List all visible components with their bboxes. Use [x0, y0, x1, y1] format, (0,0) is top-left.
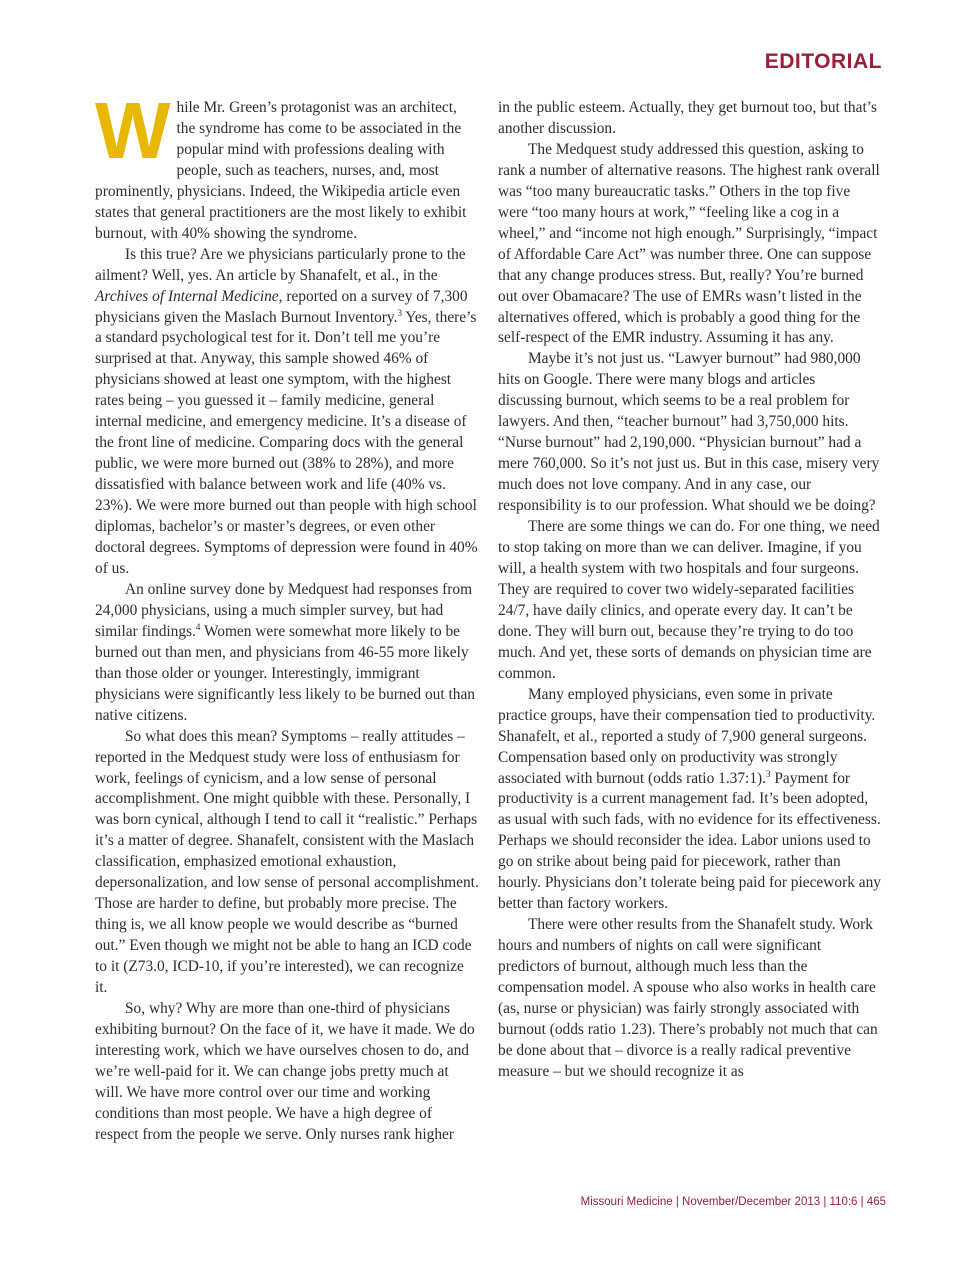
reference-marker: 3 [397, 307, 402, 318]
reference-marker: 3 [766, 768, 771, 779]
reference-marker: 4 [195, 621, 201, 632]
journal-title: Archives of Internal Medicine [95, 287, 279, 305]
paragraph: The Medquest study addressed this question, asking to rank a number of alternative reasons. The highest rank overall was “too many bureaucratic tasks.” Others in the top five were “too many hours at work,” “feeling like a cog in a wheel,” and “income not high enough.” Surprisingly, “impact of Affordable Care Act” was number three. One can suppose that any change produces stress. But, really? You’re burned out over Obamacare? The use of EMRs wasn’t listed in the alternatives offered, which is probably a good thing for the self-respect of the EMR industry. Assuming it has any. [498, 140, 880, 347]
section-header: EDITORIAL [764, 50, 882, 73]
paragraph-text: hile Mr. Green’s protagonist was an architect, the syndrome has come to be associated in the popular mind with professions dealing with people, such as teachers, nurses, and, most prominently, physicians. Indeed, the Wikipedia article even states that general practitioners are the most likely to exhibit burnout, with 40% showing the syndrome. [95, 99, 467, 242]
paragraph: An online survey done by Medquest had responses from 24,000 physicians, using a much simpler survey, but had similar findings.$^4$ Women were somewhat more likely to be burned out than men, and physicians from 46-55 more likely than those older or younger. Interestingly, immigrant physicians were significantly less likely to be burned out than native citizens. [95, 580, 475, 724]
paragraph: Is this true? Are we physicians particularly prone to the ailment? Well, yes. An article by Shanafelt, et al., in the Archives of Internal Medicine, reported on a survey of 7,300 physicians given the Maslach Burnout Inventory.$^3$ Yes, there’s a standard psychological test for it. Don’t tell me you’re surprised at that. Anyway, this sample showed 46% of physicians showed at least one symptom, with the highest rates being – you guessed it – family medicine, general internal medicine, and emergency medicine. It’s a disease of the front line of medicine. Comparing docs with the general public, we were more burned out (38% to 28%), and more dissatisfied with balance between work and life (40% vs. 23%). We were more burned out than people with high school diplomas, bachelor’s or master’s degrees, or even other doctoral degrees. Symptoms of depression were found in 40% of us. [95, 245, 478, 577]
paragraph: There are some things we can do. For one thing, we need to stop taking on more than we can deliver. Imagine, if you will, a health system with two hospitals and four surgeons. They are required to cover two widely-separated facilities 24/7, have daily clinics, and operate every day. It can’t be done. They will burn out, because they’re trying to do too much. And yet, these sorts of demands on physician time are common. [498, 518, 880, 682]
paragraph-intro [95, 86, 479, 245]
drop-cap: W [95, 86, 171, 175]
paragraph: So, why? Why are more than one-third of physicians exhibiting burnout? On the face of it, we have it made. We do interesting work, which we have ourselves chosen to do, and we’re well-paid for it. We can change jobs pretty much at will. We have more control over our time and working conditions than most people. We have a high degree of respect from the people we serve. Only nurses rank higher [95, 999, 475, 1143]
page-footer: Missouri Medicine | November/December 2013 | 110:6 | 465 [580, 1196, 886, 1208]
paragraph: Many employed physicians, even some in private practice groups, have their compensation tied to productivity. Shanafelt, et al., reported a study of 7,900 general surgeons. Compensation based only on productivity was strongly associated with burnout (odds ratio 1.37:1).$^3$ Payment for productivity is a current management fad. It’s been adopted, as usual with such fads, with no evidence for its effectiveness. Perhaps we should reconsider the idea. Labor unions used to go on strike about being paid for piecework, rather than hourly. Physicians don’t tolerate being paid for piecework any better than factory workers. [498, 685, 881, 913]
left-column [95, 86, 479, 1146]
paragraph-continued: in the public esteem. Actually, they get burnout too, but that’s another discussion. [498, 99, 877, 137]
paragraph: There were other results from the Shanafelt study. Work hours and numbers of nights on call were significant predictors of burnout, although much less than the compensation model. A spouse who also works in health care (as, nurse or physician) was fairly strongly associated with burnout (odds ratio 1.23). There’s probably not much that can be done about that – divorce is a really radical preventive measure – but we should recognize it as [498, 916, 878, 1080]
paragraph: So what does this mean? Symptoms – really attitudes – reported in the Medquest study were loss of enthusiasm for work, feelings of cynicism, and a low sense of personal accomplishment. One might quibble with these. Personally, I was born cynical, although I tend to call it “realistic.” Perhaps it’s a matter of degree. Shanafelt, consistent with the Maslach classification, emphasized emotional exhaustion, depersonalization, and low sense of personal accomplishment. Those are harder to define, but probably more precise. The thing is, we all know people we would describe as “burned out.” Even though we might not be able to hang an ICD code to it (Z73.0, ICD-10, if you’re interested), we can recognize it. [95, 727, 479, 997]
right-column [498, 98, 882, 1083]
paragraph: Maybe it’s not just us. “Lawyer burnout” had 980,000 hits on Google. There were many blogs and articles discussing burnout, which seems to be a real problem for lawyers. And then, “teacher burnout” had 3,750,000 hits. “Nurse burnout” had 2,190,000. “Physician burnout” had a mere 760,000. So it’s not just us. But in this case, misery very much does not love company. And in any case, our responsibility is to our profession. What should we be doing? [498, 350, 880, 515]
